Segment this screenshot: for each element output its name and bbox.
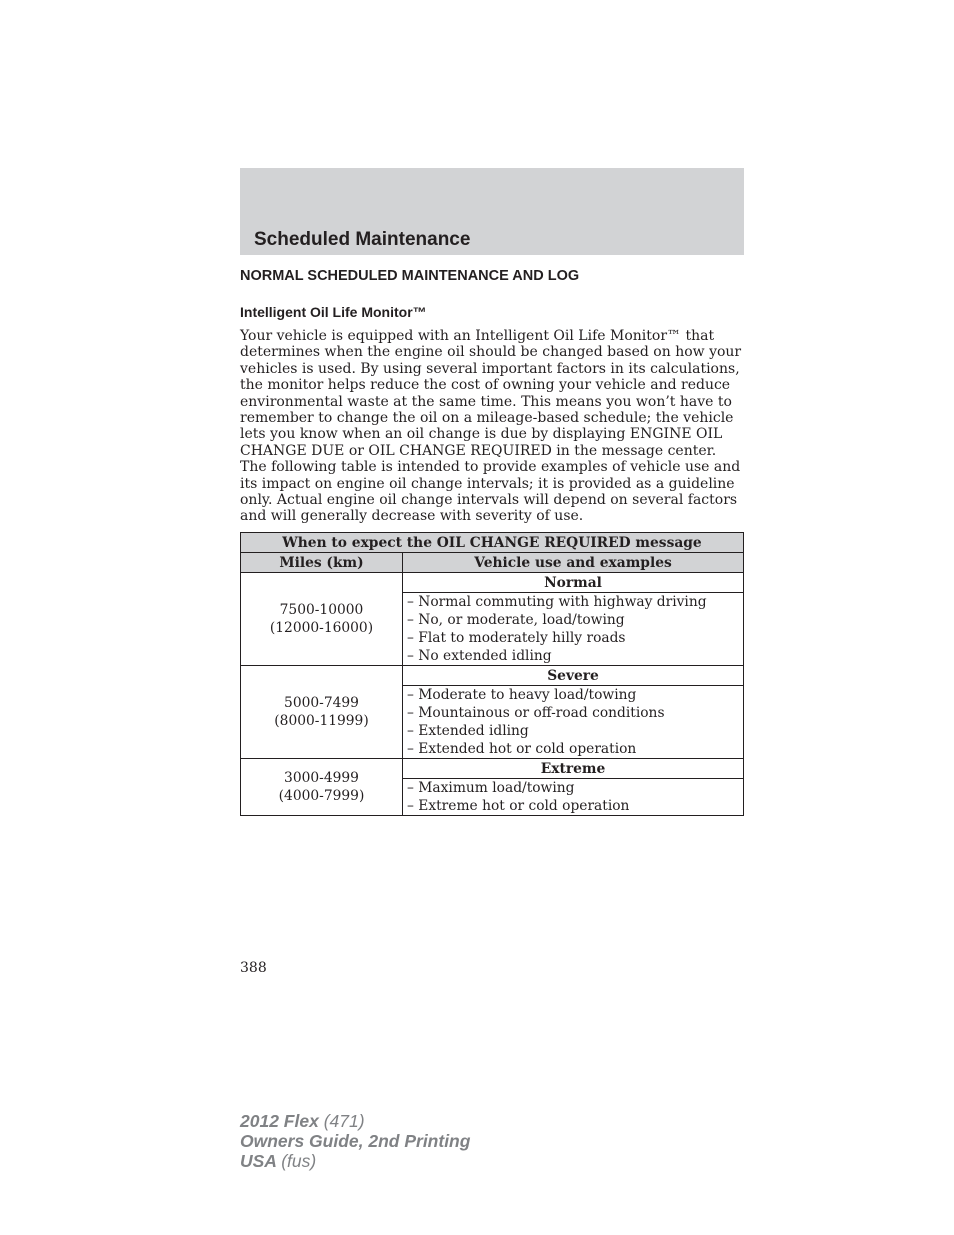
list-item: – Flat to moderately hilly roads <box>407 630 626 646</box>
examples-cell <box>403 779 744 816</box>
examples-cell <box>403 593 744 666</box>
column-header-miles: Miles (km) <box>241 553 403 573</box>
list-item: – Moderate to heavy load/towing <box>407 687 637 703</box>
section-title: Scheduled Maintenance <box>254 229 471 250</box>
table-row <box>241 573 744 593</box>
page-number: 388 <box>240 960 267 976</box>
table-title: When to expect the OIL CHANGE REQUIRED message <box>241 533 744 553</box>
km-value: (4000-7999) <box>278 788 365 804</box>
miles-value: 7500-10000 <box>279 602 364 618</box>
list-item: – No, or moderate, load/towing <box>407 612 625 628</box>
miles-value: 5000-7499 <box>284 695 359 711</box>
footer-model: 2012 Flex <box>240 1111 319 1131</box>
list-item: – Extended idling <box>407 723 529 739</box>
miles-value: 3000-4999 <box>284 770 359 786</box>
subheading: Intelligent Oil Life Monitor™ <box>240 304 427 320</box>
miles-cell <box>241 759 403 816</box>
miles-cell <box>241 666 403 759</box>
category-label: Severe <box>403 666 744 686</box>
miles-cell <box>241 573 403 666</box>
footer-market-code: (fus) <box>281 1151 317 1171</box>
examples-cell <box>403 686 744 759</box>
km-value: (8000-11999) <box>274 713 369 729</box>
oil-change-table <box>240 532 744 816</box>
footer-market: USA <box>240 1151 277 1171</box>
km-value: (12000-16000) <box>269 620 374 636</box>
category-label: Extreme <box>403 759 744 779</box>
list-item: – Extended hot or cold operation <box>407 741 637 757</box>
category-label: Normal <box>403 573 744 593</box>
footer-line-model <box>240 1111 470 1131</box>
document-footer <box>240 1111 470 1171</box>
footer-line-printing: Owners Guide, 2nd Printing <box>240 1131 471 1151</box>
footer-line-market <box>240 1151 470 1171</box>
table-row <box>241 759 744 779</box>
list-item: – Maximum load/towing <box>407 780 575 796</box>
list-item: – Normal commuting with highway driving <box>407 594 707 610</box>
body-paragraph: Your vehicle is equipped with an Intelligent Oil Life Monitor™ that determines when the engine oil should be changed based on how your vehicles is used. By using several important factors in its calculations, the monitor helps reduce the cost of owning your vehicle and reduce environmental waste at the same time. This means you won’t have to remember to change the oil on a mileage-based schedule; the vehicle lets you know when an oil change is due by displaying ENGINE OIL CHANGE DUE or OIL CHANGE REQUIRED in the message center. The following table is intended to provide examples of vehicle use and its impact on engine oil change intervals; it is provided as a guideline only. Actual engine oil change intervals will depend on several factors and will generally decrease with severity of use. <box>240 328 742 525</box>
table-row <box>241 666 744 686</box>
section-header-band <box>240 168 744 255</box>
list-item: – Extreme hot or cold operation <box>407 798 630 814</box>
list-item: – No extended idling <box>407 648 552 664</box>
page-heading: NORMAL SCHEDULED MAINTENANCE AND LOG <box>240 268 580 284</box>
list-item: – Mountainous or off-road conditions <box>407 705 665 721</box>
footer-model-code: (471) <box>323 1111 365 1131</box>
column-header-use: Vehicle use and examples <box>403 553 744 573</box>
